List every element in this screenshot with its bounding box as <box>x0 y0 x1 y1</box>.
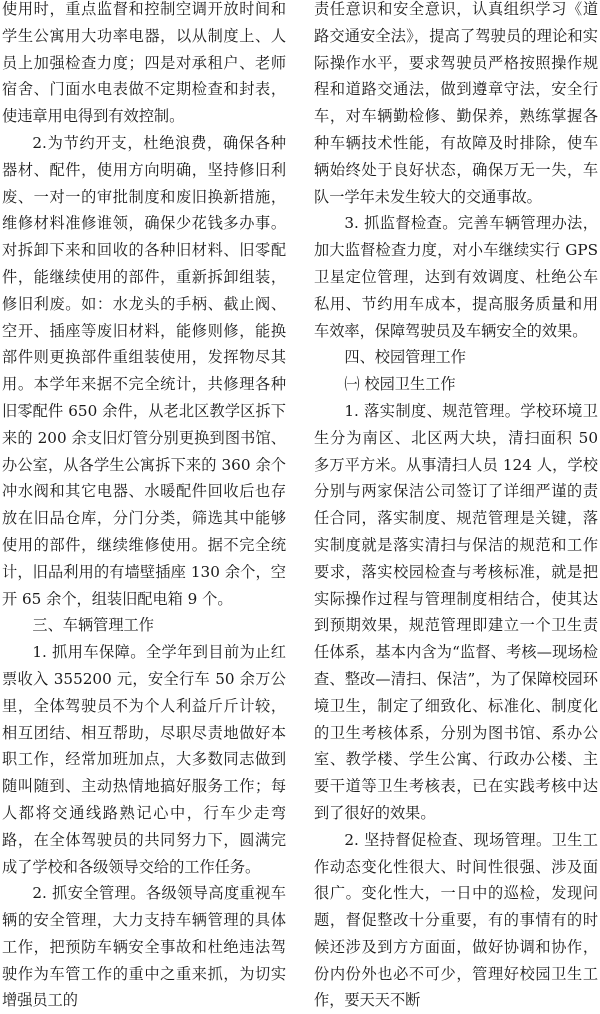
paragraph-supervision: 3. 抓监督检查。完善车辆管理办法，加大监督检查力度，对小车继续实行 GPS 卫星定位管理，达到有效调度、杜绝公车私用、节约用车成本，提高服务质量和用车效率，保障驾驶员及车辆安全的效果。 <box>314 214 598 340</box>
paragraph-vehicle-guarantee: 1. 抓用车保障。全学年到目前为止红票收入 355200 元，安全行车 50 余万公里，全体驾驶员不为个人利益斤斤计较，相互团结、相互帮助，尽职尽责地做好本职工作，经常加班加点，大多数同志做到随叫随到、主动热情地搞好服务工作；每人都将交通线路熟记心中，行车少走弯路，在全体驾驶员的共同努力下，圆满完成了学校和各级领导交给的工作任务。 <box>2 643 286 876</box>
paragraph-material-savings: 2.为节约开支，杜绝浪费，确保各种器材、配件，使用方向明确，坚持修旧利废、一对一的审批制度和废旧换新措施，维修材料准修谁领，确保少花钱多办事。对拆卸下来和回收的各种旧材料、旧零配件，能继续使用的部件，重新拆卸组装，修旧利废。如：水龙头的手柄、截止阀、空开、插座等废旧材料，能修则修，能换部件则更换部件重组装使用，发挥物尽其用。本学年来据不完全统计，共修理各种旧零配件 650 余件，从老北区教学区拆下来的 200 余支旧灯管分别更换到图书馆、办公室，从各学生公寓拆下来的 360 余个冲水阀和其它电器、水暖配件回收后也存放在旧品仓库，分门分类，筛选其中能够使用的部件，继续维修使用。据不完全统计，旧品利用的有墙壁插座 130 余个，空开 65 余个，组装旧配电箱 9 个。 <box>2 133 286 608</box>
paragraph-hygiene-standards: 1. 落实制度、规范管理。学校环境卫生分为南区、北区两大块，清扫面积 50 多万平方米。从事清扫人员 124 人，学校分别与两家保洁公司签订了详细严谨的责任合同，落实制度、规范管理是关键，落实制度就是落实清扫与保洁的规范和工作要求，落实校园检查与考核标准，就是把实际操作过程与管理制度相结合，使其达到预期效果，规范管理即建立一个卫生责任体系，基本内含为“监督、考核—现场检查、整改—清扫、保洁”，为了保障校园环境卫生，制定了细致化、标准化、制度化的卫生考核体系，分别为图书馆、系办公室、教学楼、学生公寓、行政办公楼、主要干道等卫生考核表，已在实践考核中达到了很好的效果。 <box>314 401 598 822</box>
paragraph-continuation: 责任意识和安全意识，认真组织学习《道路交通安全法》，提高了驾驶员的理论和实际操作水平，要求驾驶员严格按照操作规程和道路交通法，做到遵章守法，安全行车，对车辆勤检修、勤保养，熟练掌握各种车辆技术性能，有故障及时排除，使车辆始终处于良好状态，确保万无一失，车队一学年未发生较大的交通事故。 <box>314 0 598 206</box>
left-column <box>2 0 286 1014</box>
section-heading-campus-management: 四、校园管理工作 <box>344 348 466 367</box>
paragraph-safety-management: 2. 抓安全管理。各级领导高度重视车辆的安全管理，大力支持车辆管理的具体工作，把预防车辆安全事故和杜绝违法驾驶作为车管工作的重中之重来抓，为切实增强员工的 <box>2 884 286 1010</box>
subsection-heading-campus-hygiene: ㈠ 校园卫生工作 <box>344 375 456 394</box>
right-column <box>314 0 598 1014</box>
section-heading-vehicle-management: 三、车辆管理工作 <box>32 616 154 635</box>
paragraph-inspection: 2. 坚持督促检查、现场管理。卫生工作动态变化性很大、时间性很强、涉及面很广。变化性大，一日中的巡检，发现问题，督促整改十分重要，有的事情有的时候还涉及到方方面面，做好协调和协作，份内份外也必不可少，管理好校园卫生工作，要天天不断 <box>314 830 598 1010</box>
paragraph-continuation: 使用时，重点监督和控制空调开放时间和学生公寓用大功率电器，以从制度上、人员上加强检查力度；四是对承租户、老师宿舍、门面水电表做不定期检查和封表，使违章用电得到有效控制。 <box>2 0 286 126</box>
